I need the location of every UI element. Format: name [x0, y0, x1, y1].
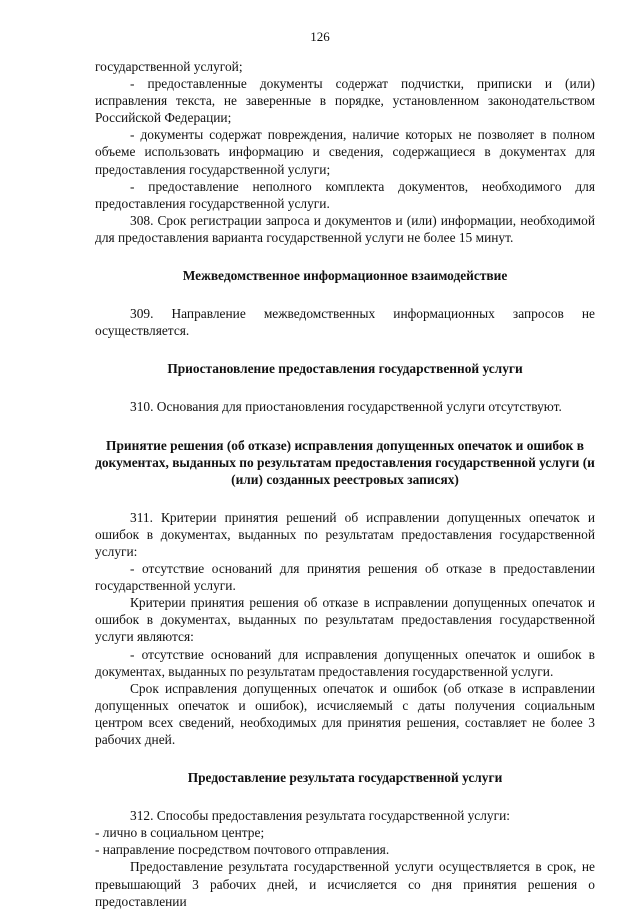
- paragraph: - отсутствие оснований для исправления допущенных опечаток и ошибок в документах, выданных по результатам предоставления государственной услуги.: [95, 646, 595, 679]
- paragraph: Срок исправления допущенных опечаток и ошибок (об отказе в исправлении допущенных опечаток и ошибок), исчисляемый с даты получения социальным центром всех сведений, необходимых для принятия решения, составляет не более 3 рабочих дней.: [95, 680, 595, 747]
- paragraph: Предоставление результата государственной услуги осуществляется в срок, не превышающий 3 рабочих дней, и исчисляется со дня принятия решения о предоставлении: [95, 859, 595, 909]
- section-heading: Межведомственное информационное взаимодействие: [182, 268, 508, 284]
- paragraph: 312. Способы предоставления результата государственной услуги:: [130, 808, 510, 824]
- paragraph: 309. Направление межведомственных информационных запросов не осуществляется.: [95, 306, 595, 339]
- paragraph: - отсутствие оснований для принятия решения об отказе в предоставлении государственной услуги.: [95, 561, 595, 594]
- page-number: 126: [310, 29, 330, 44]
- paragraph: - предоставленные документы содержат подчистки, приписки и (или) исправления текста, не заверенные в порядке, установленном законодательством Российской Федерации;: [95, 76, 595, 126]
- paragraph: 308. Срок регистрации запроса и документов и (или) информации, необходимой для предоставления варианта государственной услуги не более 15 минут.: [95, 212, 595, 245]
- paragraph: - документы содержат повреждения, наличие которых не позволяет в полном объеме использовать информацию и сведения, содержащиеся в документах для предоставления государственной услуги;: [95, 127, 595, 177]
- paragraph: 311. Критерии принятия решений об исправлении допущенных опечаток и ошибок в документах, выданных по результатам предоставления государственной услуги:: [95, 509, 595, 559]
- paragraph: государственной услугой;: [95, 59, 243, 74]
- document-body: [95, 58, 595, 910]
- section-heading: Предоставление результата государственной услуги: [187, 770, 503, 786]
- paragraph: Критерии принятия решения об отказе в исправлении допущенных опечаток и ошибок в документах, выданных по результатам предоставления государственной услуги являются:: [95, 595, 595, 645]
- section-heading: Приостановление предоставления государственной услуги: [167, 361, 523, 377]
- paragraph: 310. Основания для приостановления государственной услуги отсутствуют.: [130, 399, 562, 415]
- section-heading: Принятие решения (об отказе) исправления допущенных опечаток и ошибок в документах, выданных по результатам предоставления государственной услуги (и (или) созданных реестровых записях): [95, 437, 595, 487]
- paragraph: - предоставление неполного комплекта документов, необходимого для предоставления государственной услуги.: [95, 178, 595, 211]
- paragraph: - лично в социальном центре;: [95, 825, 265, 841]
- paragraph: - направление посредством почтового отправления.: [95, 842, 390, 858]
